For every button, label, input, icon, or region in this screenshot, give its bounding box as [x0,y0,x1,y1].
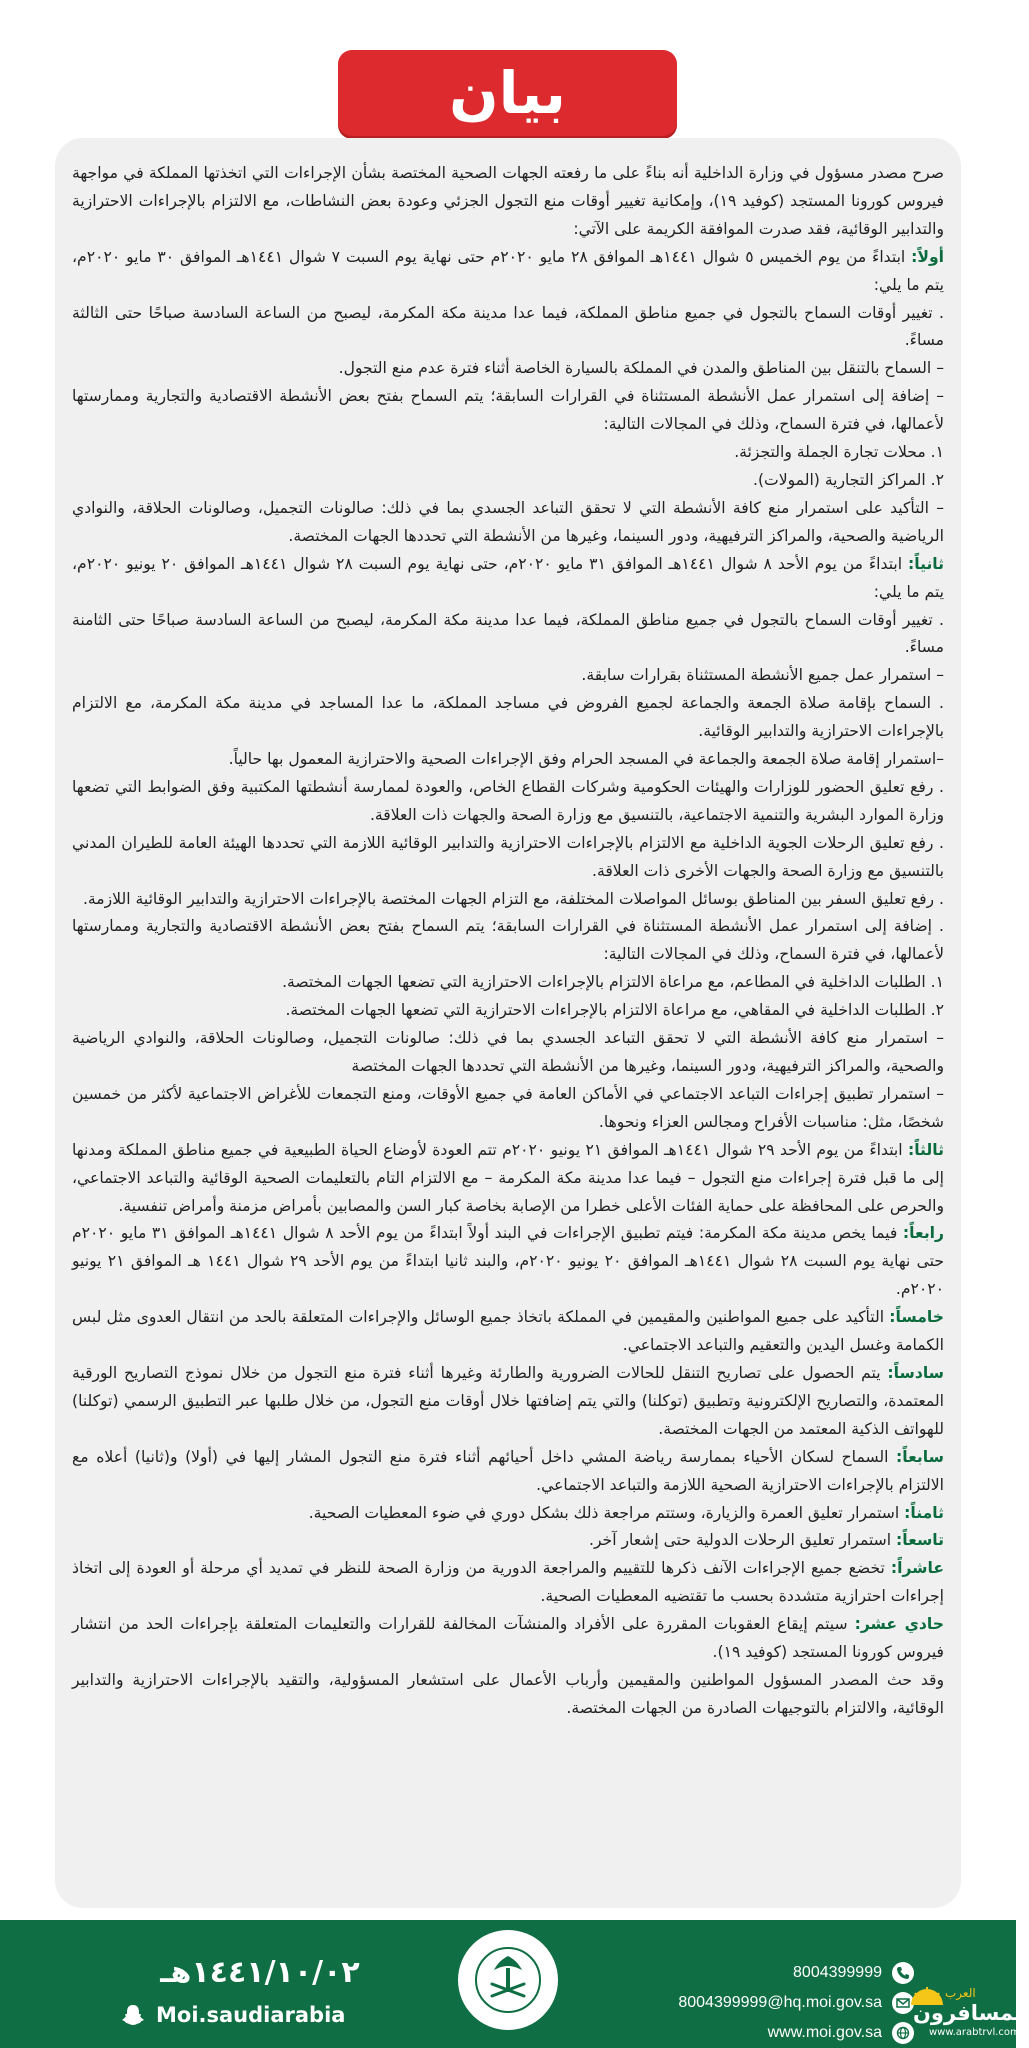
statement-paragraph [72,1025,944,1081]
statement-paragraph [72,467,944,495]
paragraph-text: – استمرار تطبيق إجراءات التباعد الاجتماعي في الأماكن العامة في جميع الأوقات، ومنع التجمعات للأغراض الاجتماعية لأكثر من خمسين شخصًا، مثل: مناسبات الأفراح ومجالس العزاء ونحوها. [72,1084,944,1131]
paragraph-text: فيما يخص مدينة مكة المكرمة: فيتم تطبيق الإجراءات في البند أولاً ابتداءً من يوم الأحد ٨ شوال ١٤٤١هـ الموافق ٣١ مايو ٢٠٢٠م حتى نهاية يوم السبت ٢٨ شوال ١٤٤١هـ الموافق ٢٠ يونيو ٢٠٢٠م، والبند ثانيا ابتداءً من يوم الأحد ٢٩ شوال ١٤٤١ هـ الموافق ٢١ يونيو ٢٠٢٠م. [72,1224,944,1299]
statement-body [72,160,944,1723]
statement-paragraph [72,495,944,551]
statement-paragraph [72,690,944,746]
paragraph-text: التأكيد على جميع المواطنين والمقيمين في المملكة باتخاذ جميع الوسائل والإجراءات المتعلقة بالحد من انتقال العدوى مثل لبس الكمامة وغسل اليدين والتعقيم والتباعد الاجتماعي. [72,1308,944,1355]
paragraph-text: وقد حث المصدر المسؤول المواطنين والمقيمين وأرباب الأعمال على استشعار المسؤولية، والتقيد بالإجراءات الاحترازية والتدابير الوقائية، والالتزام بالتوجيهات الصادرة من الجهات المختصة. [72,1670,944,1717]
paragraph-text: – السماح بالتنقل بين المناطق والمدن في المملكة بالسيارة الخاصة أثناء فترة عدم منع التجول. [338,359,944,378]
issue-date: ١٤٤١/١٠/٠٢هـ [160,1955,360,1990]
statement-paragraph [72,1220,944,1304]
statement-paragraph [72,1444,944,1500]
paragraph-text: – استمرار منع كافة الأنشطة التي لا تحقق التباعد الجسدي بما في ذلك: صالونات التجميل، وصالونات الحلاقة، والنوادي الرياضية والصحية، والمراكز الترفيهية، ودور السينما، وغيرها من الأنشطة التي تحددها الجهات المختصة [72,1029,944,1075]
clause-label: ثامناً: [904,1503,944,1522]
statement-paragraph [72,1081,944,1137]
statement-paragraph [72,1527,944,1555]
paragraph-text: ١. محلات تجارة الجملة والتجزئة. [734,443,944,462]
contact-phone[interactable] [660,1960,914,1986]
paragraph-text: ابتداءً من يوم الخميس ٥ شوال ١٤٤١هـ الموافق ٢٨ مايو ٢٠٢٠م حتى نهاية يوم السبت ٧ شوال ١٤٤١هـ الموافق ٣٠ مايو ٢٠٢٠م، يتم ما يلي: [72,247,944,294]
watermark-main-text: المسافرون [913,2001,1029,2025]
statement-paragraph [72,1555,944,1611]
clause-label: سابعاً: [896,1447,944,1466]
statement-paragraph [72,1667,944,1723]
statement-paragraph [72,1500,944,1528]
paragraph-text: السماح لسكان الأحياء بممارسة رياضة المشي داخل أحيائهم أثناء فترة منع التجول المشار إليها في (أولا) و(ثانيا) أعلاه مع الالتزام بالإجراءات الاحترازية الصحية اللازمة والتباعد الاجتماعي. [72,1447,944,1494]
statement-paragraph [72,160,944,244]
phone-icon [892,1962,914,1984]
page-title: بيان [449,59,566,127]
statement-paragraph [72,830,944,886]
paragraph-text: . إضافة إلى استمرار عمل الأنشطة المستثناة في القرارات السابقة؛ يتم السماح بفتح بعض الأنشطة الاقتصادية والتجارية وممارستها لأعمالها، في فترة السماح، وذلك في المجالات التالية: [72,917,944,964]
snapchat-icon [120,2002,146,2028]
paragraph-text: . تغيير أوقات السماح بالتجول في جميع مناطق المملكة، فيما عدا مدينة مكة المكرمة، ليصبح من الساعة السادسة صباحًا حتى الثامنة مساءً. [72,610,944,657]
paragraph-text: . تغيير أوقات السماح بالتجول في جميع مناطق المملكة، فيما عدا مدينة مكة المكرمة، ليصبح من الساعة السادسة صباحًا حتى الثالثة مساءً. [72,303,944,350]
paragraph-text: يتم الحصول على تصاريح التنقل للحالات الضرورية والطارئة وغيرها أثناء فترة منع التجول من خلال نموذج التصاريح الورقية المعتمدة، والتصاريح الإلكترونية وتطبيق (توكلنا) والتي يتم إضافتها خلال أوقات منع التجول، من خلال طلبها عبر التطبيق الرسمي (توكلنا) للهواتف الذكية المعتمد من الجهات المختصة. [72,1363,944,1438]
statement-paragraph [72,1611,944,1667]
statement-paragraph [72,997,944,1025]
paragraph-text: – إضافة إلى استمرار عمل الأنشطة المستثناة في القرارات السابقة؛ يتم السماح بفتح بعض الأنشطة الاقتصادية والتجارية وممارستها لأعمالها، في فترة السماح، وذلك في المجالات التالية: [72,387,944,434]
clause-label: عاشراً: [890,1559,944,1578]
statement-paragraph [72,1137,944,1221]
statement-paragraph [72,913,944,969]
paragraph-text: . رفع تعليق الرحلات الجوية الداخلية مع الالتزام بالإجراءات الاحترازية والتدابير الوقائية اللازمة التي تحددها الهيئة العامة للطيران المدني بالتنسيق مع وزارة الصحة والجهات الأخرى ذات العلاقة. [72,833,944,880]
contact-website[interactable] [660,2020,914,2046]
contact-email[interactable] [660,1990,914,2016]
statement-paragraph [72,551,944,607]
paragraph-text: استمرار تعليق الرحلات الدولية حتى إشعار آخر. [589,1531,892,1550]
snapchat-label[interactable]: Moi.saudiarabia [156,2003,346,2027]
watermark-logo [905,1985,1029,2045]
paragraph-text: استمرار تعليق العمرة والزيارة، وستتم مراجعة ذلك بشكل دوري في ضوء المعطيات الصحية. [308,1503,900,1522]
statement-paragraph [72,1360,944,1444]
title-banner [338,50,677,136]
watermark-arabic-text: العرب [945,1986,976,2000]
statement-paragraph [72,439,944,467]
paragraph-text: تخضع جميع الإجراءات الآنف ذكرها للتقييم والمراجعة الدورية من وزارة الصحة للنظر في تمديد أي مرحلة أو العودة إلى اتخاذ إجراءات احترازية متشددة بحسب ما تقتضيه المعطيات الصحية. [72,1559,944,1606]
statement-paragraph [72,300,944,356]
paragraph-text: –استمرار إقامة صلاة الجمعة والجماعة في المسجد الحرام وفق الإجراءات الصحية والاحترازية المعمول بها حالياً. [228,750,944,769]
clause-label: ثانياً: [907,554,945,573]
paragraph-text: صرح مصدر مسؤول في وزارة الداخلية أنه بناءً على ما رفعته الجهات الصحية المختصة بشأن الإجراءات التي اتخذتها المملكة في مواجهة فيروس كورونا المستجد (كوفيد ١٩)، وإمكانية تغيير أوقات منع التجول الجزئي وعودة بعض النشاطات، مع الالتزام بالإجراءات الاحترازية والتدابير الوقائية، فقد صدرت الموافقة الكريمة على الآتي: [72,164,944,238]
paragraph-text: ١. الطلبات الداخلية في المطاعم، مع مراعاة الالتزام بالإجراءات الاحترازية التي تضعها الجهات المختصة. [282,973,944,992]
paragraph-text: سيتم إيقاع العقوبات المقررة على الأفراد والمنشآت المخالفة للقرارات والتعليمات المتعلقة بإجراءات الحد من انتشار فيروس كورونا المستجد (كوفيد ١٩). [72,1615,944,1662]
paragraph-text: . السماح بإقامة صلاة الجمعة والجماعة لجميع الفروض في مساجد المملكة، ما عدا المساجد في مدينة مكة المكرمة، مع الالتزام بالإجراءات الاحترازية والتدابير الوقائية. [72,694,944,741]
phone-number[interactable]: 8004399999 [793,1964,882,1981]
clause-label: خامساً: [889,1308,944,1327]
paragraph-text: ٢. المراكز التجارية (المولات). [753,470,944,489]
statement-paragraph [72,607,944,663]
paragraph-text: ٢. الطلبات الداخلية في المقاهي، مع مراعاة الالتزام بالإجراءات الاحترازية التي تضعها الجهات المختصة. [285,1001,944,1020]
paragraph-text: . رفع تعليق السفر بين المناطق بوسائل المواصلات المختلفة، مع التزام الجهات المختصة بالإجراءات الاحترازية والتدابير الوقائية اللازمة. [82,889,944,908]
statement-paragraph [72,886,944,914]
palm-swords-emblem-icon [474,1946,542,2014]
clause-label: أولاً: [911,247,944,266]
paragraph-text: ابتداءً من يوم الأحد ٨ شوال ١٤٤١هـ الموافق ٣١ مايو ٢٠٢٠م، حتى نهاية يوم السبت ٢٨ شوال ١٤٤١هـ الموافق ٢٠ يونيو ٢٠٢٠م، يتم ما يلي: [72,554,944,601]
statement-paragraph [72,1304,944,1360]
clause-label: حادي عشر: [854,1615,944,1634]
watermark-url: www.arabtrvl.com [929,2027,1020,2038]
snapchat-handle [120,2000,345,2030]
clause-label: تاسعاً: [896,1531,944,1550]
statement-paragraph [72,774,944,830]
email-address[interactable]: 8004399999@hq.moi.gov.sa [678,1994,882,2011]
paragraph-text: ابتداءً من يوم الأحد ٢٩ شوال ١٤٤١هـ الموافق ٢١ يونيو ٢٠٢٠م تتم العودة لأوضاع الحياة الطبيعية في جميع مناطق المملكة ومدنها إلى ما قبل فترة إجراءات منع التجول – فيما عدا مدينة مكة المكرمة – مع الالتزام التام بالتعليمات الصحية الوقائية والتباعد الاجتماعي، والحرص على المحافظة على حماية الفئات الأعلى خطرا من الإصابة بخاصة كبار السن والمصابين بأمراض مزمنة وأمراض تنفسية. [72,1140,944,1215]
statement-paragraph [72,662,944,690]
clause-label: رابعاً: [902,1224,944,1243]
statement-paragraph [72,746,944,774]
statement-paragraph [72,383,944,439]
statement-paragraph [72,244,944,300]
clause-label: سادساً: [887,1363,945,1382]
paragraph-text: – التأكيد على استمرار منع كافة الأنشطة التي لا تحقق التباعد الجسدي بما في ذلك: صالونات التجميل، وصالونات الحلاقة، والنوادي الرياضية والصحية، والمراكز الترفيهية، ودور السينما، وغيرها من الأنشطة التي تحددها الجهات المختصة. [72,498,944,545]
clause-label: ثالثاً: [907,1140,944,1159]
statement-paragraph [72,969,944,997]
paragraph-text: – استمرار عمل جميع الأنشطة المستثناة بقرارات سابقة. [581,666,944,685]
website-url[interactable]: www.moi.gov.sa [767,2024,882,2041]
paragraph-text: . رفع تعليق الحضور للوزارات والهيئات الحكومية وشركات القطاع الخاص، والعودة لممارسة أنشطتها المكتبية وفق الضوابط التي تضعها وزارة الموارد البشرية والتنمية الاجتماعية، بالتنسيق مع وزارة الصحة والجهات ذات العلاقة. [72,777,944,824]
statement-paragraph [72,355,944,383]
